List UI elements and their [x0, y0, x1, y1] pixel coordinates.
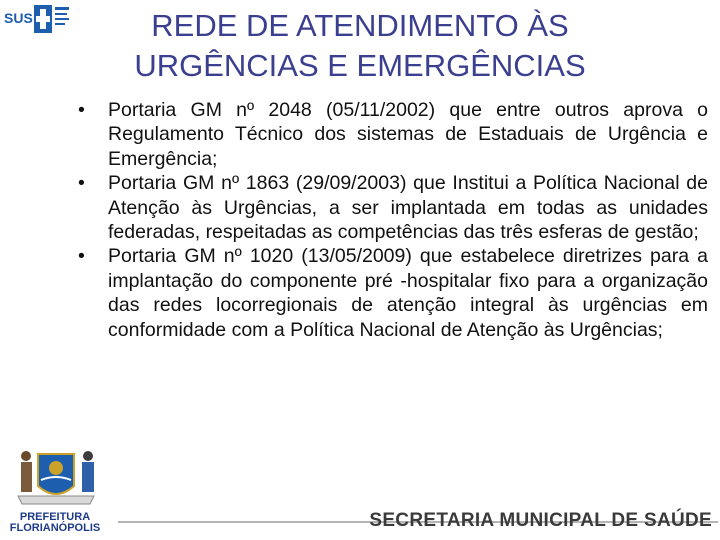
bullet-icon: •: [78, 245, 85, 268]
list-item-text: Portaria GM nº 1863 (29/09/2003) que Institui a Política Nacional de Atenção às Urgências, a ser implantada em todas as unidades federadas, respeitadas as competências das três esferas de gestão;: [108, 172, 708, 244]
list-item: [78, 98, 708, 171]
prefeitura-line-2: FLORIANÓPOLIS: [9, 522, 101, 534]
page-title: [60, 6, 660, 86]
bullet-icon: •: [78, 172, 85, 195]
sus-logo-text: SUS: [4, 10, 33, 26]
portaria-list: [78, 98, 708, 342]
list-item: [78, 171, 708, 244]
bullet-icon: •: [78, 99, 85, 121]
title-line-2: URGÊNCIAS E EMERGÊNCIAS: [134, 48, 586, 83]
title-line-1: REDE DE ATENDIMENTO ÀS: [151, 8, 569, 43]
prefeitura-label: [8, 512, 102, 534]
list-item-text: Portaria GM nº 2048 (05/11/2002) que entre outros aprova o Regulamento Técnico dos sistemas de Estaduais de Urgência e Emergência;: [108, 99, 708, 170]
secretaria-label: SECRETARIA MUNICIPAL DE SAÚDE: [369, 510, 712, 531]
list-item-text: Portaria GM nº 1020 (13/05/2009) que estabelece diretrizes para a implantação do componente pré -hospitalar fixo para a organização das redes locorregionais de atenção integral às urgências em conformidade com a Política Nacional de Atenção às Urgências;: [108, 245, 708, 341]
prefeitura-line-1: PREFEITURA: [19, 511, 91, 523]
list-item: [78, 244, 708, 342]
